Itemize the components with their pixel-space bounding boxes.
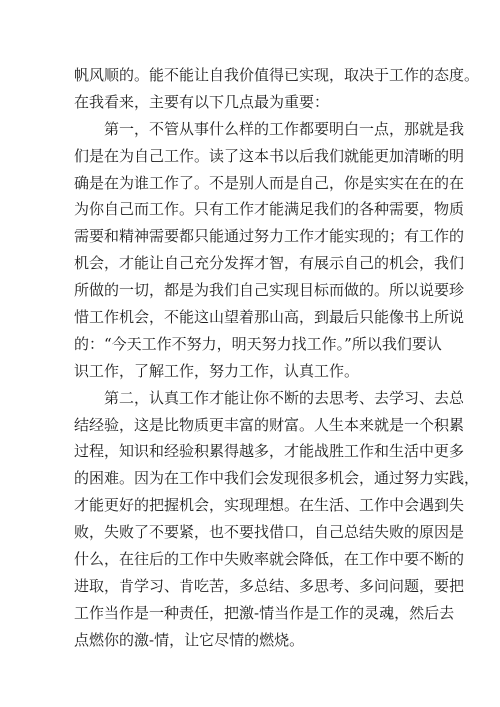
paragraph-first-line: 第二，认真工作才能让你不断的去思考、去学习、去总 — [104, 388, 465, 407]
text-line: 的困难。因为在工作中我们会发现很多机会，通过努力实践， — [74, 469, 480, 488]
text-line: 帆风顺的。能不能让自我价值得已实现，取决于工作的态度。 — [74, 66, 480, 84]
text-line: 点燃你的激-情，让它尽情的燃烧。 — [74, 630, 305, 649]
text-line: 需要和精神需要都只能通过努力工作才能实现的；有工作的 — [74, 227, 465, 246]
text-line: 进取，肯学习、肯吃苦，多总结、多思考、多问问题，要把 — [74, 576, 465, 595]
paragraph-first-line: 第一，不管从事什么样的工作都要明白一点，那就是我 — [104, 119, 465, 138]
text-line: 确是在为谁工作了。不是别人而是自己，你是实实在在的在 — [74, 173, 465, 192]
text-line: 才能更好的把握机会，实现理想。在生活、工作中会遇到失 — [74, 496, 465, 515]
text-line: 所做的一切，都是为我们自己实现目标而做的。所以说要珍 — [74, 281, 465, 300]
text-line: 在我看来，主要有以下几点最为重要： — [74, 92, 330, 111]
text-line: 什么，在往后的工作中失败率就会降低，在工作中要不断的 — [74, 550, 465, 569]
document-page — [74, 62, 480, 654]
text-line: 惜工作机会，不能这山望着那山高，到最后只能像书上所说 — [74, 308, 465, 327]
text-line: 的：“今天工作不努力，明天努力找工作。”所以我们要认 — [74, 334, 442, 353]
text-line: 机会，才能让自己充分发挥才智，有展示自己的机会，我们 — [74, 254, 465, 273]
text-line: 败，失败了不要紧，也不要找借口，自己总结失败的原因是 — [74, 523, 465, 542]
text-line: 识工作，了解工作，努力工作，认真工作。 — [74, 361, 360, 380]
text-line: 工作当作是一种责任，把激-情当作是工作的灵魂，然后去 — [74, 603, 455, 622]
text-line: 过程，知识和经验积累得越多，才能战胜工作和生活中更多 — [74, 442, 465, 461]
text-line: 为你自己而工作。只有工作才能满足我们的各种需要，物质 — [74, 200, 465, 219]
text-line: 结经验，这是比物质更丰富的财富。人生本来就是一个积累 — [74, 415, 465, 434]
text-line: 们是在为自己工作。读了这本书以后我们就能更加清晰的明 — [74, 146, 465, 165]
